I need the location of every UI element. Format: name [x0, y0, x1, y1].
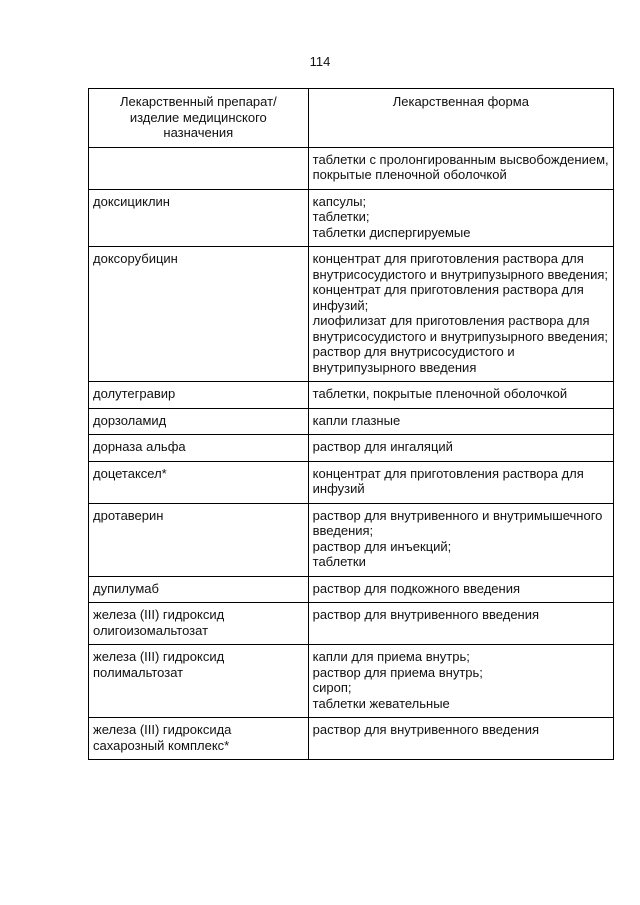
dosage-form-cell: [308, 603, 613, 645]
dosage-form-item: таблетки: [312, 554, 366, 569]
dosage-form-item: раствор для внутривенного и внутримышечного введения;: [312, 507, 603, 538]
dosage-form-item: раствор для ингаляций: [312, 439, 453, 454]
dosage-form-item: концентрат для приготовления раствора для инфузий;: [312, 282, 584, 313]
header-form: Лекарственная форма: [308, 89, 613, 148]
dosage-form-item: раствор для инъекций;: [312, 538, 452, 554]
table-row: [89, 645, 614, 718]
table-row: [89, 408, 614, 435]
dosage-form-item: концентрат для приготовления раствора для внутрисосудистого и внутрипузырного введения;: [312, 251, 609, 282]
table-row: [89, 503, 614, 576]
dosage-form-item: капсулы;: [312, 193, 367, 209]
dosage-form-item: раствор для внутривенного введения: [312, 722, 540, 737]
dosage-form-cell: [308, 382, 613, 409]
drug-name-cell: железа (III) гидроксида сахарозный комплекс*: [89, 718, 309, 760]
drug-name-cell: дорзоламид: [89, 408, 309, 435]
table-row: [89, 247, 614, 382]
dosage-form-item: таблетки жевательные: [312, 695, 450, 711]
drug-name-cell: доксициклин: [89, 189, 309, 247]
table-row: [89, 576, 614, 603]
dosage-form-cell: [308, 718, 613, 760]
table-row: [89, 435, 614, 462]
dosage-form-cell: [308, 461, 613, 503]
dosage-form-cell: [308, 503, 613, 576]
dosage-form-item: лиофилизат для приготовления раствора для внутрисосудистого и внутрипузырного введения;: [312, 313, 609, 344]
table-row: [89, 382, 614, 409]
dosage-form-item: капли глазные: [312, 412, 401, 428]
dosage-form-cell: [308, 576, 613, 603]
dosage-form-cell: [308, 645, 613, 718]
drug-name-cell: железа (III) гидроксид олигоизомальтозат: [89, 603, 309, 645]
table-header-row: [89, 89, 614, 148]
dosage-form-item: раствор для подкожного введения: [312, 580, 521, 596]
table-row: [89, 603, 614, 645]
dosage-form-cell: [308, 247, 613, 382]
dosage-form-cell: [308, 189, 613, 247]
dosage-form-cell: [308, 435, 613, 462]
dosage-form-item: концентрат для приготовления раствора для инфузий: [312, 465, 584, 496]
drug-name-cell: доцетаксел*: [89, 461, 309, 503]
table-row: [89, 461, 614, 503]
dosage-form-item: капли для приема внутрь;: [312, 649, 470, 664]
table-row: [89, 718, 614, 760]
dosage-form-item: таблетки;: [312, 209, 370, 224]
table-row: [89, 189, 614, 247]
table-row: [89, 147, 614, 189]
page-number: 114: [309, 54, 331, 69]
dosage-form-item: таблетки диспергируемые: [312, 224, 471, 240]
dosage-form-item: таблетки с пролонгированным высвобождением, покрытые пленочной оболочкой: [312, 151, 609, 182]
dosage-form-item: таблетки, покрытые пленочной оболочкой: [312, 386, 568, 401]
header-drug: Лекарственный препарат/ изделие медицинского назначения: [89, 89, 309, 148]
dosage-form-cell: [308, 147, 613, 189]
dosage-form-cell: [308, 408, 613, 435]
dosage-form-item: раствор для приема внутрь;: [312, 664, 483, 680]
dosage-form-item: сироп;: [312, 680, 352, 695]
drug-name-cell: дупилумаб: [89, 576, 309, 603]
dosage-form-item: раствор для внутривенного введения: [312, 607, 540, 622]
drug-name-cell: железа (III) гидроксид полимальтозат: [89, 645, 309, 718]
drug-name-cell: долутегравир: [89, 382, 309, 409]
drug-name-cell: доксорубицин: [89, 247, 309, 382]
drug-name-cell: дротаверин: [89, 503, 309, 576]
drug-name-cell: дорназа альфа: [89, 435, 309, 462]
drug-form-table: [88, 88, 614, 760]
drug-name-cell: [89, 147, 309, 189]
dosage-form-item: раствор для внутрисосудистого и внутрипузырного введения: [312, 344, 515, 375]
